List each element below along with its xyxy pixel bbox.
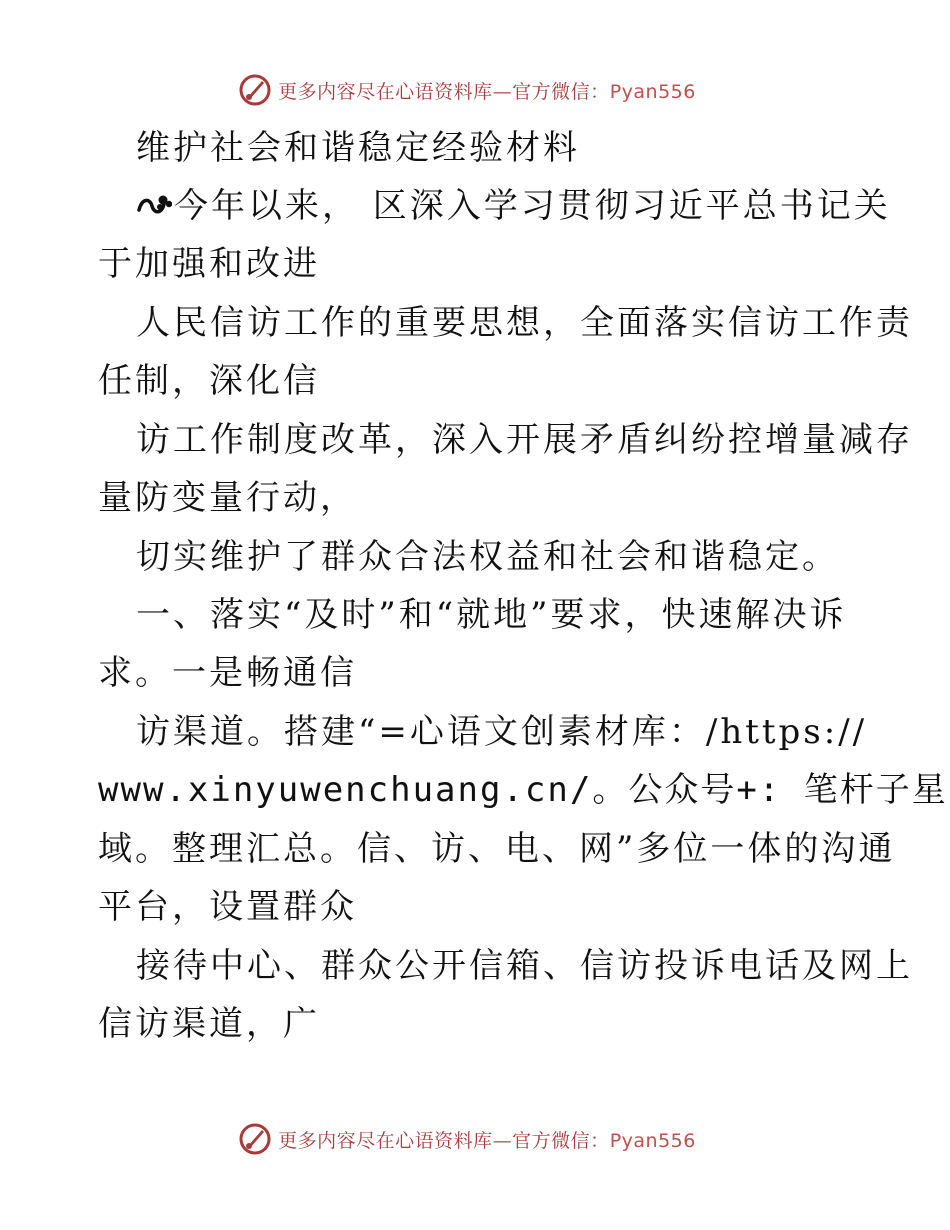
- watermark-text: 更多内容尽在心语资料库—官方微信：Pyan556: [278, 80, 696, 103]
- paragraph-line: 人民信访工作的重要思想，全面落实信访工作责: [136, 303, 913, 343]
- paragraph-line: 求。一是畅通信: [98, 653, 357, 693]
- watermark-text: 更多内容尽在心语资料库—官方微信：Pyan556: [278, 1129, 696, 1152]
- paragraph-line: 切实维护了群众合法权益和社会和谐稳定。: [136, 537, 839, 577]
- flower-ornament-icon: [136, 190, 172, 220]
- paragraph-line: 量防变量行动，: [98, 478, 357, 518]
- paragraph-line: 域。整理汇总。信、访、电、网”多位一体的沟通: [98, 829, 896, 869]
- paragraph-line: 平台，设置群众: [98, 887, 357, 927]
- quill-seal-icon: [238, 1122, 272, 1156]
- header-watermark: [0, 70, 950, 110]
- paragraph-line: 访渠道。搭建“=心语文创素材库：/https://: [136, 712, 868, 752]
- paragraph-line: 接待中心、群众公开信箱、信访投诉电话及网上: [136, 946, 913, 986]
- document-title: 维护社会和谐稳定经验材料: [136, 128, 580, 168]
- paragraph-line: 于加强和改进: [98, 244, 320, 284]
- paragraph-line-url: www.xinyuwenchuang.cn/。公众号+: 笔杆子星: [98, 770, 948, 810]
- paragraph-line: 信访渠道，广: [98, 1004, 320, 1044]
- paragraph-line: 任制，深化信: [98, 361, 320, 401]
- paragraph-line: 今年以来， 区深入学习贯彻习近平总书记关: [136, 186, 891, 226]
- section-heading-line: 一、落实“及时”和“就地”要求，快速解决诉: [136, 595, 847, 635]
- footer-watermark: [0, 1119, 950, 1159]
- quill-seal-icon: [238, 73, 272, 107]
- paragraph-line: 访工作制度改革，深入开展矛盾纠纷控增量减存: [136, 420, 913, 460]
